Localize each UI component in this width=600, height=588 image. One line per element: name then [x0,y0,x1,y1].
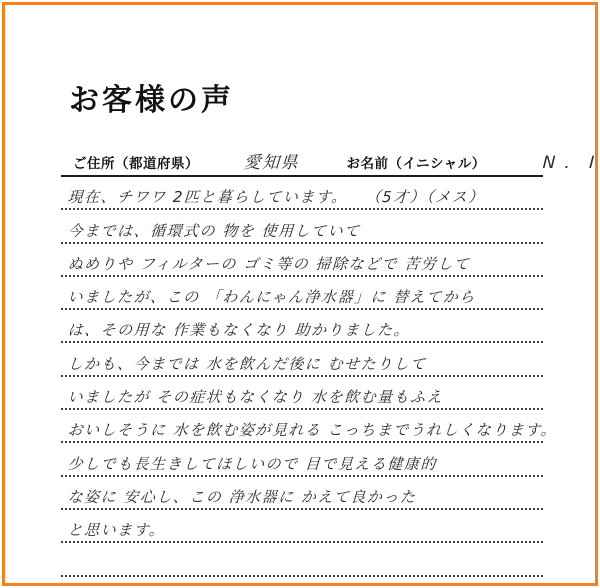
testimonial-line-text: ぬめりや フィルターの ゴミ等の 掃除などで 苦労して [67,254,471,273]
page-title: お客様の声 [69,83,234,118]
testimonial-line-text: いましたが、この 「わんにゃん浄水器」に 替えてから [67,288,477,307]
testimonial-line [61,410,558,443]
testimonial-line [61,510,543,543]
testimonial-line [61,244,543,277]
testimonial-line [61,343,543,376]
testimonial-card [2,2,598,586]
testimonial-line [61,210,543,243]
testimonial-line [61,177,543,210]
testimonial-body [61,177,558,577]
testimonial-line-text: 現在、チワワ 2匹と暮らしています。 （5才）（メス） [67,188,486,207]
testimonial-line-text: は、その用な 作業もなくなり 助かりました。 [67,321,411,340]
testimonial-line-text: おいしそうに 水を飲む姿が見れる こっちまでうれしくなります。 [67,421,558,440]
testimonial-line-text [61,573,67,575]
form-row [61,145,596,177]
testimonial-line-text: いましたが その症状もなくなり 水を飲む量もふえ [67,388,444,407]
testimonial-line [61,277,543,310]
name-label: お名前（イニシャル） [346,156,486,172]
name-value: N ． I [541,153,596,173]
testimonial-line-text: 少しでも長生きしてほしいので 目で見える健康的 [67,454,438,473]
testimonial-line-text: と思います。 [67,521,166,540]
address-value: 愛知県 [243,153,300,173]
address-label: ご住所（都道府県） [73,156,199,172]
testimonial-line-text: しかも、今までは 水を飲んだ後に むせたりして [67,354,428,373]
testimonial-line [61,443,543,476]
testimonial-line [61,310,543,343]
testimonial-line-text: 今までは、循環式の 物を 使用していて [67,221,362,240]
testimonial-line-text: な姿に 安心し、この 浄水器に かえて良かった [67,487,417,506]
testimonial-line [61,377,543,410]
testimonial-line [61,477,543,510]
testimonial-line-empty [61,543,543,576]
